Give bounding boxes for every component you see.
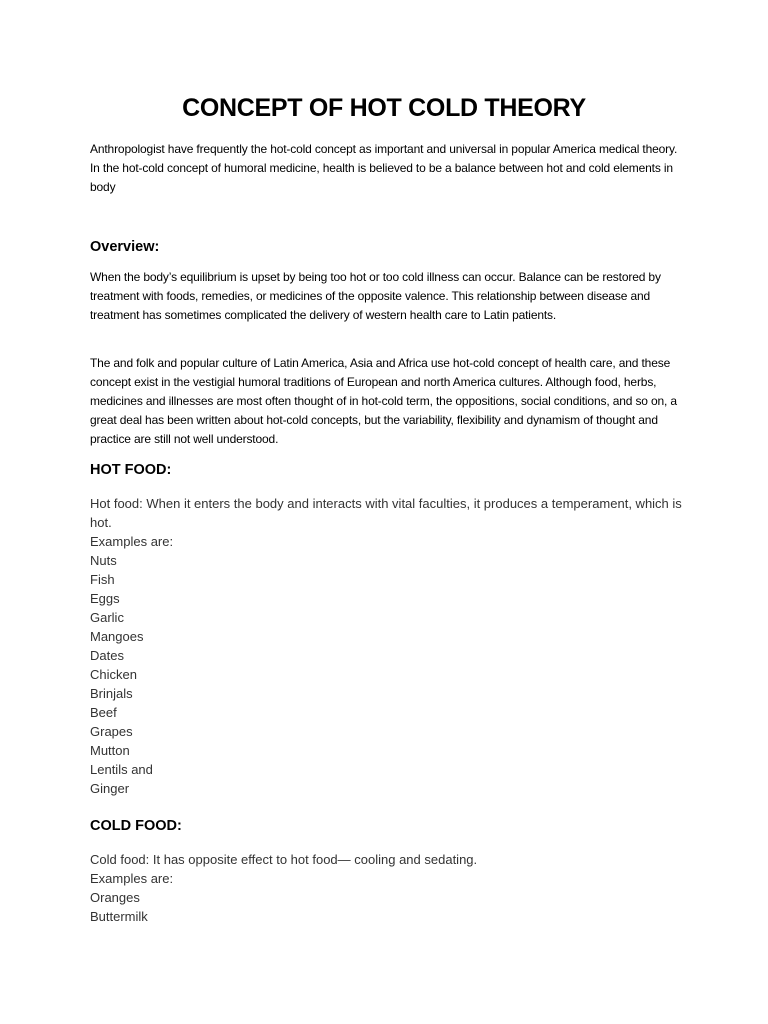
cold-food-list xyxy=(90,888,700,926)
hot-food-heading: HOT FOOD: xyxy=(90,462,172,478)
list-item: Lentils and xyxy=(90,762,153,777)
cold-food-section xyxy=(90,850,700,926)
list-item: Chicken xyxy=(90,667,137,682)
list-item: Oranges xyxy=(90,890,140,905)
hot-food-description: Hot food: When it enters the body and interacts with vital faculties, it produces a temperament, which is hot. xyxy=(90,496,682,530)
hot-food-list xyxy=(90,551,700,798)
page-title: CONCEPT OF HOT COLD THEORY xyxy=(182,94,586,122)
overview-paragraph-2: The and folk and popular culture of Latin America, Asia and Africa use hot-cold concept of health care, and these concept exist in the vestigial humoral traditions of European and north America cultures. Although food, herbs, medicines and illnesses are most often thought of in hot-cold term, the oppositions, social conditions, and so on, a great deal has been written about hot-cold concepts, but the variability, flexibility and dynamism of thought and practice are still not well understood. xyxy=(90,356,677,446)
hot-food-examples-label: Examples are: xyxy=(90,534,174,549)
overview-paragraph-1: When the body’s equilibrium is upset by being too hot or too cold illness can occur. Balance can be restored by treatment with foods, remedies, or medicines of the opposite valence. This relationship between disease and treatment has sometimes complicated the delivery of western health care to Latin patients. xyxy=(90,270,661,322)
cold-food-examples-label: Examples are: xyxy=(90,871,174,886)
hot-food-section xyxy=(90,494,700,798)
overview-heading: Overview: xyxy=(90,239,160,255)
list-item: Dates xyxy=(90,648,124,663)
list-item: Ginger xyxy=(90,781,130,796)
cold-food-description: Cold food: It has opposite effect to hot food— cooling and sedating. xyxy=(90,852,478,867)
list-item: Beef xyxy=(90,705,117,720)
list-item: Mangoes xyxy=(90,629,144,644)
cold-food-heading: COLD FOOD: xyxy=(90,818,182,834)
list-item: Brinjals xyxy=(90,686,133,701)
list-item: Grapes xyxy=(90,724,133,739)
list-item: Mutton xyxy=(90,743,130,758)
list-item: Garlic xyxy=(90,610,124,625)
list-item: Fish xyxy=(90,572,115,587)
list-item: Nuts xyxy=(90,553,117,568)
list-item: Eggs xyxy=(90,591,120,606)
intro-paragraph: Anthropologist have frequently the hot-cold concept as important and universal in popular America medical theory. In the hot-cold concept of humoral medicine, health is believed to be a balance between hot and cold elements in body xyxy=(90,142,678,194)
list-item: Buttermilk xyxy=(90,909,148,924)
